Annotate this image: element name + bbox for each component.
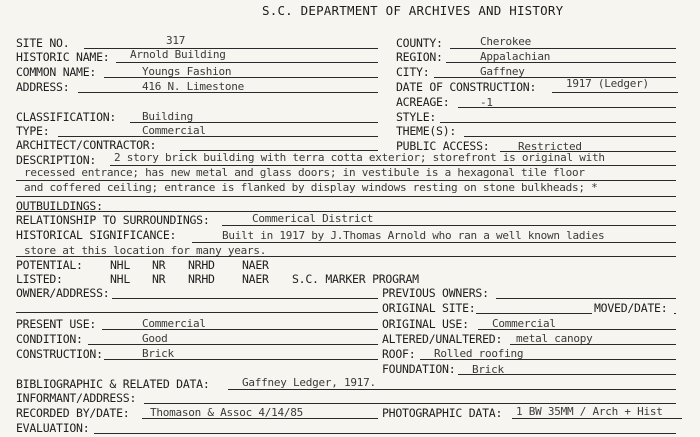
region-value: Appalachian [480,50,551,63]
evaluation-line [94,433,676,434]
previous-owners-label: PREVIOUS OWNERS: [382,286,489,300]
foundation-value: Brick [472,363,504,376]
potential-nhl: NHL [110,258,131,272]
site-no-line [84,48,378,49]
roof-label: ROOF: [382,347,416,361]
historical-significance-line-1: Built in 1917 by J.Thomas Arnold who ran a well known ladies [222,229,605,242]
owner-address-label: OWNER/ADDRESS: [16,286,110,300]
description-line-3: and coffered ceiling; entrance is flanked by display windows resting on stone bulkheads; * [24,181,598,194]
present-use-label: PRESENT USE: [16,317,97,331]
historical-significance-rule-2 [16,256,676,257]
recorded-by-value: Thomason & Assoc 4/14/85 [150,406,303,419]
city-label: CITY: [396,65,430,79]
date-of-construction-value: 1917 (Ledger) [566,77,649,90]
informant-address-label: INFORMANT/ADDRESS: [16,391,137,405]
historic-name-value: Arnold Building [130,48,226,61]
form-title: S.C. DEPARTMENT OF ARCHIVES AND HISTORY [262,3,564,18]
acreage-label: ACREAGE: [396,95,450,109]
public-access-value: Restricted [518,140,582,153]
original-site-label: ORIGINAL SITE: [382,301,476,315]
outbuildings-label: OUTBUILDINGS: [16,199,103,213]
construction-label: CONSTRUCTION: [16,347,103,361]
moved-date-label: MOVED/DATE: [594,301,668,315]
informant-address-line [144,403,676,404]
moved-date-line [674,313,676,314]
common-name-label: COMMON NAME: [16,65,97,79]
listed-nrhd: NRHD [188,272,215,286]
style-label: STYLE: [396,110,437,124]
classification-label: CLASSIFICATION: [16,110,117,124]
relationship-label: RELATIONSHIP TO SURROUNDINGS: [16,213,210,227]
listed-nr: NR [152,272,166,286]
county-value: Cherokee [480,35,531,48]
potential-naer: NAER [242,258,269,272]
potential-nr: NR [152,258,166,272]
type-label: TYPE: [16,124,50,138]
address-value: 416 N. Limestone [142,80,244,93]
original-use-value: Commercial [492,317,556,330]
sc-marker-program: S.C. MARKER PROGRAM [292,272,419,286]
classification-value: Building [142,110,193,123]
historical-significance-rule-1 [192,242,676,243]
original-use-label: ORIGINAL USE: [382,317,469,331]
description-label: DESCRIPTION: [16,153,97,167]
style-line [440,122,676,123]
description-line-2: recessed entrance; has new metal and glass doors; in vestibule is a hexagonal tile floor [24,166,585,179]
listed-nhl: NHL [110,272,131,286]
architect-label: ARCHITECT/CONTRACTOR: [16,138,157,152]
altered-unaltered-value: metal canopy [516,332,593,345]
evaluation-label: EVALUATION: [16,421,90,435]
photographic-data-label: PHOTOGRAPHIC DATA: [382,406,503,420]
photographic-data-value: 1 BW 35MM / Arch + Hist [516,405,663,418]
construction-value: Brick [142,347,174,360]
themes-label: THEME(S): [396,124,457,138]
owner-address-line [112,298,378,299]
condition-label: CONDITION: [16,332,83,346]
acreage-value: -1 [480,96,493,109]
date-of-construction-label: DATE OF CONSTRUCTION: [396,80,537,94]
listed-label: LISTED: [16,272,63,286]
description-rule-3 [16,196,676,197]
county-label: COUNTY: [396,36,443,50]
recorded-by-label: RECORDED BY/DATE: [16,406,130,420]
date-of-construction-line [552,92,678,93]
previous-owners-line [496,298,676,299]
present-use-value: Commercial [142,317,206,330]
bibliographic-value: Gaffney Ledger, 1917. [242,376,376,389]
altered-unaltered-label: ALTERED/UNALTERED: [382,332,503,346]
historic-name-line [116,62,378,63]
type-value: Commercial [142,124,206,137]
foundation-label: FOUNDATION: [382,362,456,376]
historical-significance-label: HISTORICAL SIGNIFICANCE: [16,228,177,242]
address-label: ADDRESS: [16,80,70,94]
owner-address-line-2 [16,312,378,313]
condition-line [88,344,378,345]
site-no-label: SITE NO. [16,36,70,50]
description-line-1: 2 story brick building with terra cotta exterior; storefront is original with [114,151,605,164]
potential-nrhd: NRHD [188,258,215,272]
common-name-value: Youngs Fashion [142,65,232,78]
bibliographic-label: BIBLIOGRAPHIC & RELATED DATA: [16,377,210,391]
original-site-line [476,313,592,314]
type-line [58,136,378,137]
relationship-value: Commerical District [252,212,374,225]
historic-name-label: HISTORIC NAME: [16,50,110,64]
historical-significance-line-2: store at this location for many years. [24,244,267,257]
roof-value: Rolled roofing [434,347,524,360]
potential-label: POTENTIAL: [16,258,83,272]
public-access-label: PUBLIC ACCESS: [396,139,490,153]
themes-line [464,136,676,137]
region-label: REGION: [396,50,443,64]
condition-value: Good [142,332,168,345]
city-value: Gaffney [480,65,525,78]
listed-naer: NAER [242,272,269,286]
site-no-value: 317 [166,34,186,47]
